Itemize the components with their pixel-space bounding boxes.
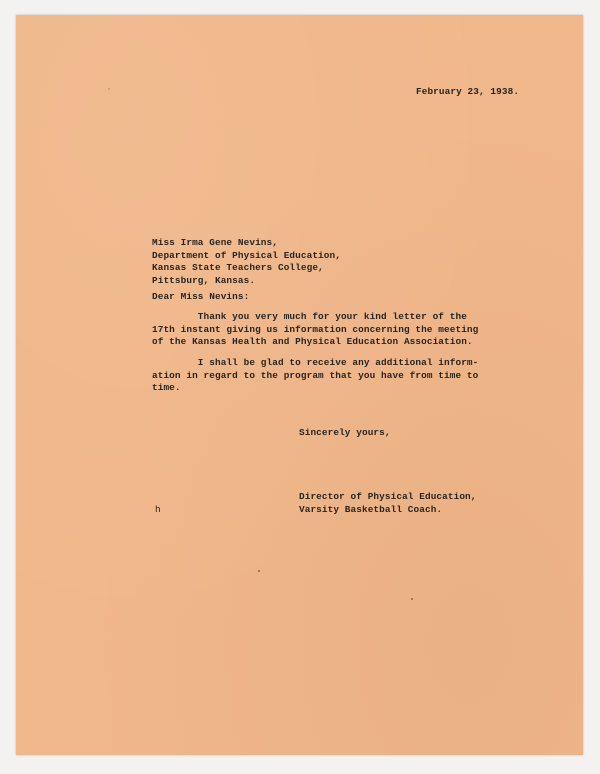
address-line: Department of Physical Education, bbox=[152, 249, 341, 261]
paragraph-line: 17th instant giving us information concerning the meeting bbox=[152, 323, 479, 335]
complimentary-closing: Sincerely yours, bbox=[299, 427, 391, 438]
paragraph-line: time. bbox=[152, 382, 181, 394]
signature-line: Director of Physical Education, bbox=[299, 491, 477, 502]
paragraph-line: ation in regard to the program that you have from time to bbox=[152, 369, 479, 381]
paper-speck bbox=[108, 88, 110, 90]
letter-sheet bbox=[16, 15, 583, 755]
paragraph-line: of the Kansas Health and Physical Education Association. bbox=[152, 336, 473, 348]
letter-date: February 23, 1938. bbox=[416, 86, 520, 97]
typist-initials: h bbox=[155, 504, 161, 515]
paragraph-line: Thank you very much for your kind letter of the bbox=[152, 311, 467, 322]
paper-speck bbox=[411, 598, 413, 600]
signature-line: Varsity Basketball Coach. bbox=[299, 503, 443, 515]
address-line: Pittsburg, Kansas. bbox=[152, 274, 256, 286]
paragraph-line: I shall be glad to receive any additional inform- bbox=[152, 357, 479, 368]
body-paragraph-2 bbox=[152, 357, 478, 395]
paper-speck bbox=[258, 570, 260, 572]
address-line: Miss Irma Gene Nevins, bbox=[152, 237, 278, 248]
body-paragraph-1 bbox=[152, 311, 478, 349]
signature-block bbox=[299, 491, 477, 516]
address-line: Kansas State Teachers College, bbox=[152, 262, 324, 274]
salutation: Dear Miss Nevins: bbox=[152, 291, 250, 302]
inside-address bbox=[152, 237, 341, 287]
